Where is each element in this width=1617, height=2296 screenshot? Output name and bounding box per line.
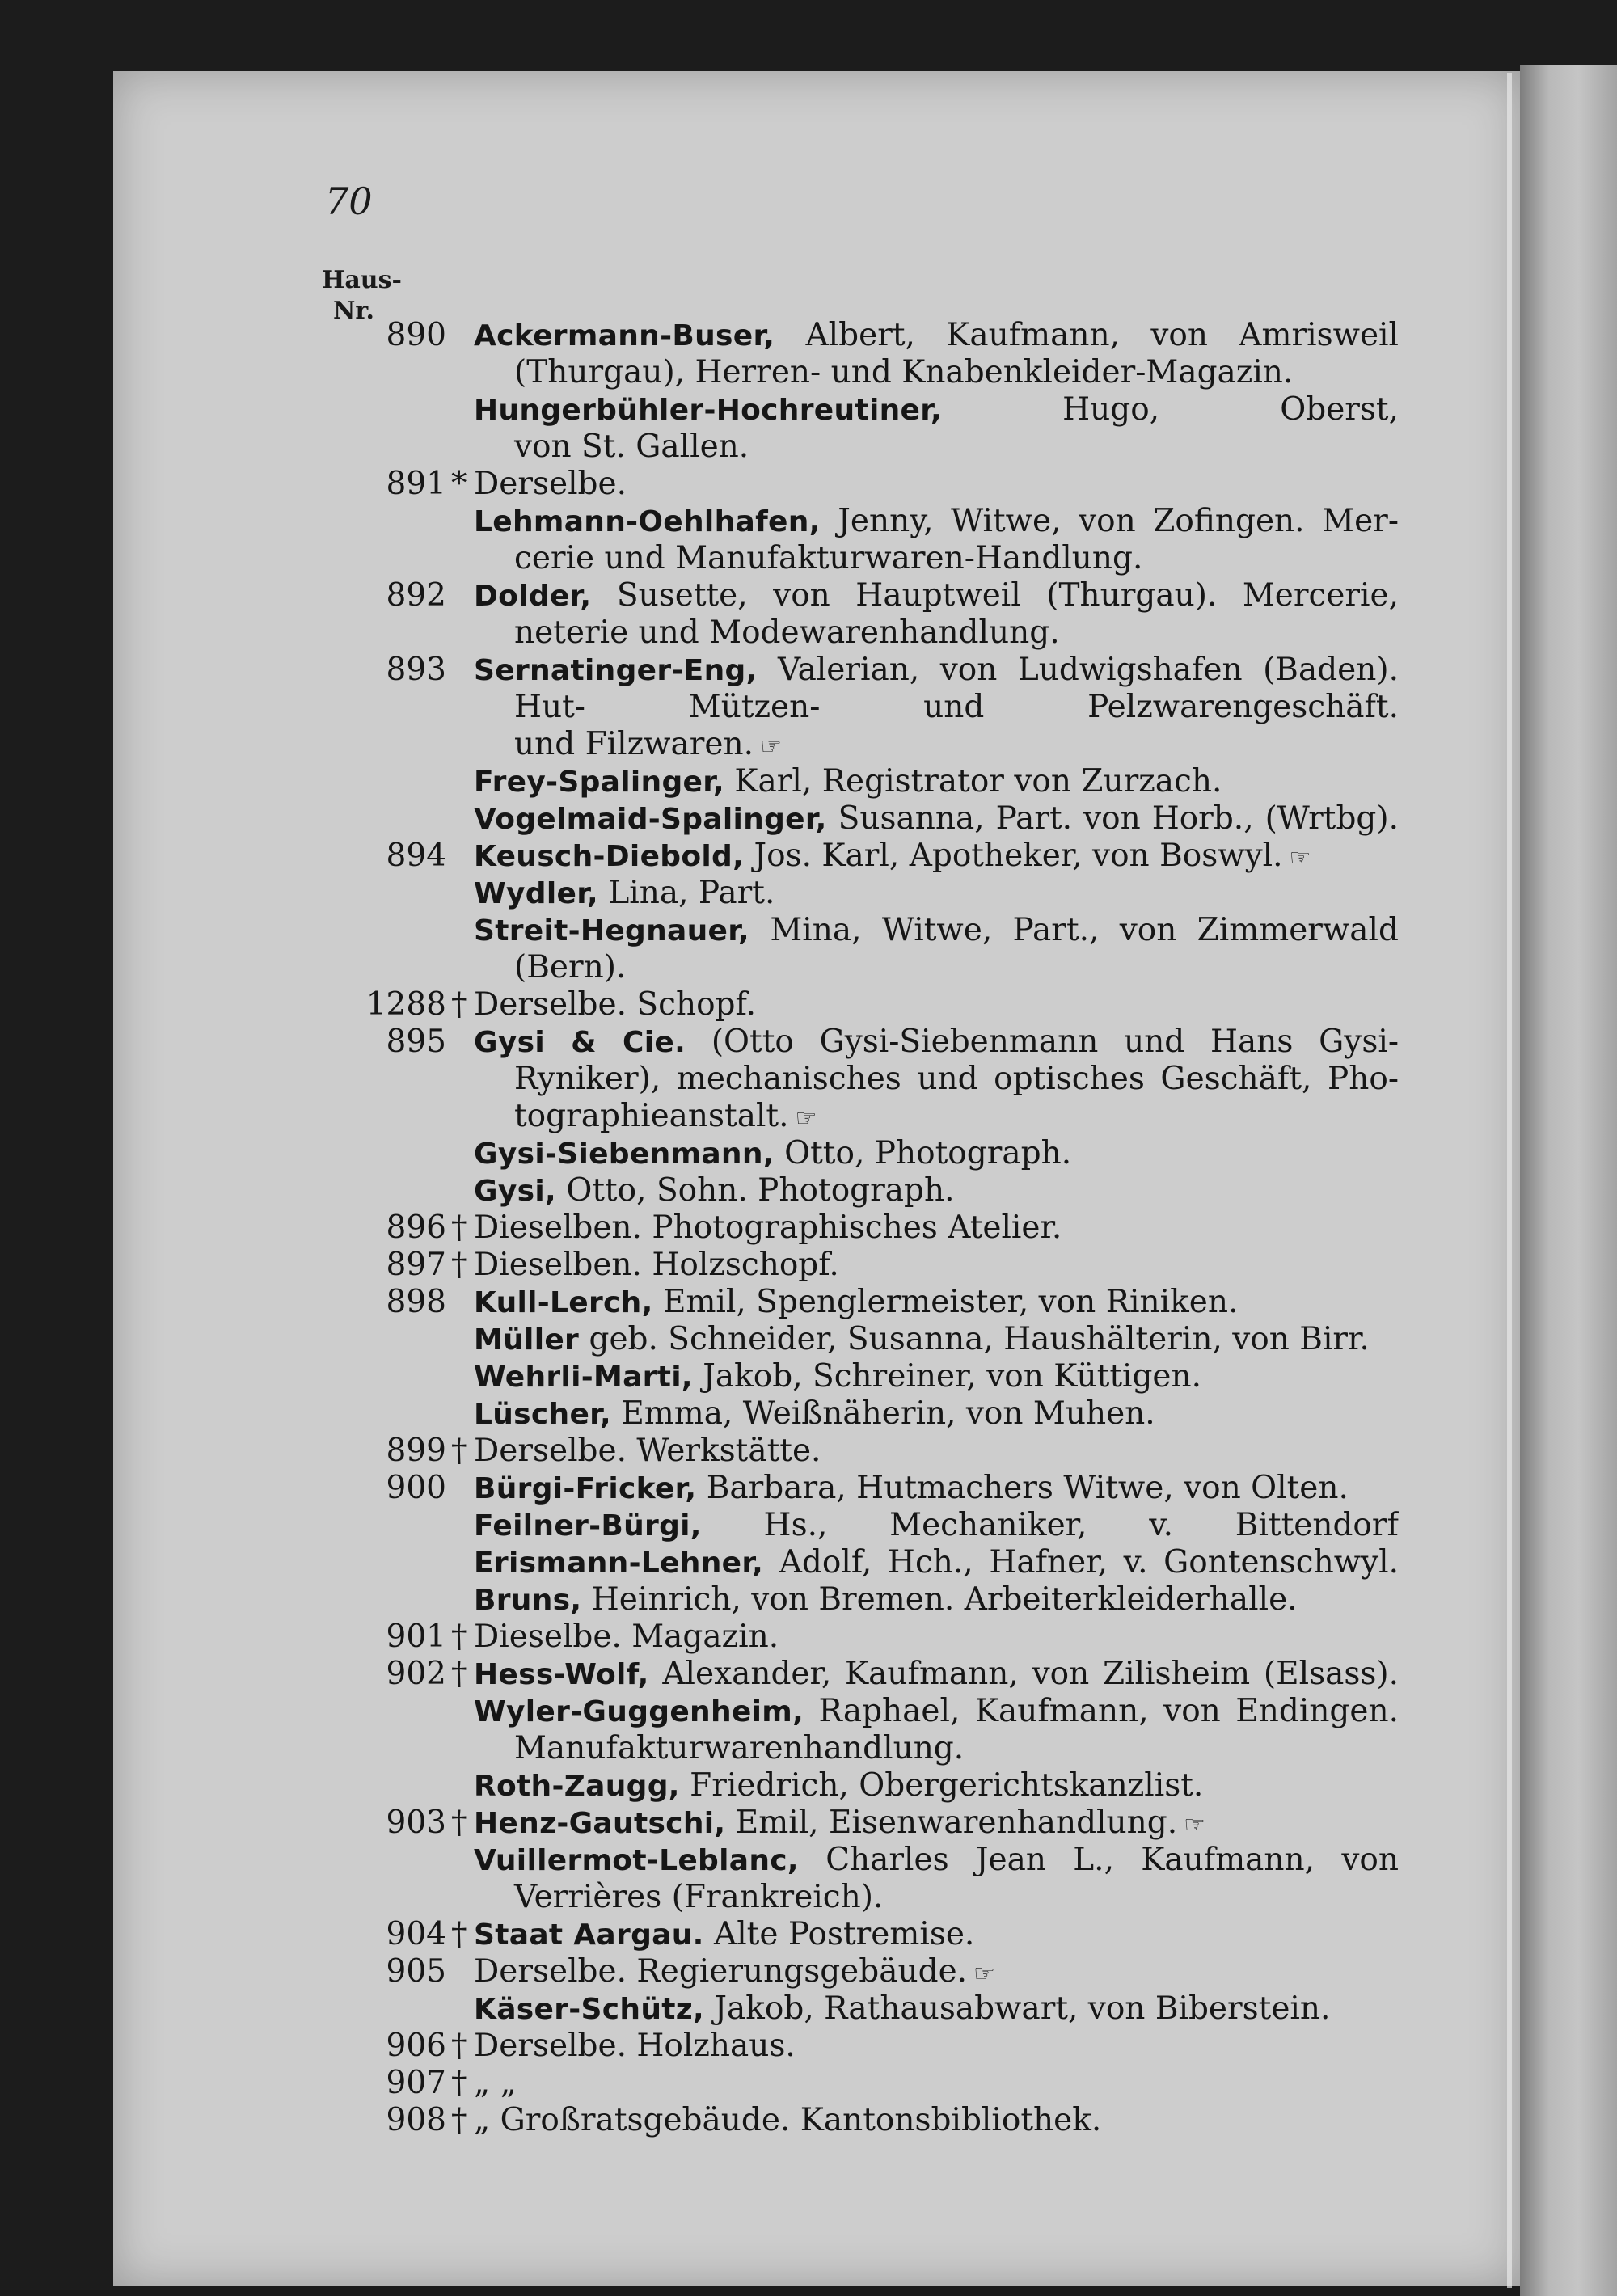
- house-number: [299, 949, 451, 986]
- entry-row: [299, 1581, 1399, 1619]
- entry-marker: [451, 1730, 474, 1767]
- resident-name: Lehmann-Oehlhafen,: [474, 505, 821, 538]
- resident-name: Frey-Spalinger,: [474, 766, 724, 799]
- entry-text: [474, 1767, 1399, 1804]
- entry-text: [474, 689, 1399, 726]
- entry-marker: †: [451, 1209, 467, 1246]
- entry-details: Emma, Weißnäherin, von Muhen.: [610, 1395, 1155, 1432]
- resident-name: Staat Aargau.: [474, 1918, 704, 1952]
- entry-details: Otto, Photograph.: [774, 1135, 1072, 1171]
- entry-row: [299, 1433, 1399, 1470]
- entry-row: [299, 2102, 1399, 2139]
- entry-row: [299, 1135, 1399, 1172]
- column-heading-line-2: Nr.: [333, 297, 374, 325]
- entry-marker: [451, 912, 474, 949]
- resident-name: Gysi-Siebenmann,: [474, 1137, 775, 1171]
- pointing-hand-icon: ☞: [1184, 1811, 1206, 1839]
- entry-marker: [451, 577, 474, 614]
- entry-text: [474, 614, 1399, 652]
- house-number: 906: [386, 2028, 446, 2064]
- entry-marker: †: [451, 1916, 467, 1952]
- house-number: [299, 1767, 451, 1804]
- entry-row: [299, 1358, 1399, 1395]
- resident-name: Bürgi-Fricker,: [474, 1472, 697, 1505]
- resident-name: Henz-Gautschi,: [474, 1807, 726, 1840]
- house-number: 905: [386, 1953, 446, 1990]
- entry-marker: [451, 763, 474, 800]
- entry-details: Heinrich, von Bremen. Arbeiterkleiderhalle.: [581, 1581, 1298, 1618]
- entry-text: [474, 1135, 1399, 1172]
- entry-details: geb. Schneider, Susanna, Haushälterin, von Birr.: [579, 1321, 1370, 1357]
- resident-name: Käser-Schütz,: [474, 1993, 704, 2026]
- entry-row: [299, 1656, 1399, 1693]
- house-number: [299, 391, 451, 428]
- entry-marker: [451, 354, 474, 391]
- entry-row: [299, 1470, 1399, 1507]
- entry-text: [474, 1395, 1399, 1433]
- entry-marker: [451, 1953, 474, 1990]
- entry-details: „ „: [474, 2065, 517, 2101]
- page-edge-highlight: [1507, 73, 1512, 2288]
- entry-marker: [451, 838, 474, 875]
- entry-text: [474, 1879, 1399, 1916]
- entry-details: Manufakturwarenhandlung.: [514, 1730, 965, 1766]
- entry-text: [474, 317, 1399, 354]
- entry-marker: *: [451, 466, 467, 502]
- entry-text: [474, 986, 1399, 1023]
- entry-details: Derselbe. Schopf.: [474, 986, 756, 1023]
- house-number: 894: [386, 838, 446, 874]
- entry-continuation: [299, 1098, 1399, 1135]
- entry-text: [474, 1730, 1399, 1767]
- entry-marker: [451, 540, 474, 577]
- resident-name: Müller: [474, 1323, 580, 1357]
- entry-row: [299, 1842, 1399, 1879]
- entry-marker: †: [451, 1804, 467, 1841]
- entry-text: [474, 726, 1399, 763]
- pointing-hand-icon: ☞: [973, 1960, 995, 1988]
- entry-row: [299, 1693, 1399, 1730]
- house-number: [299, 726, 451, 763]
- resident-name: Feilner-Bürgi,: [474, 1509, 702, 1543]
- entry-details: neterie und Modewarenhandlung.: [514, 614, 1060, 651]
- entry-text: [474, 1284, 1399, 1321]
- house-number: [299, 503, 451, 540]
- entry-marker: [451, 652, 474, 689]
- entry-details: Hs., Mechaniker, v. Bittendorf: [763, 1507, 1399, 1543]
- house-number: 902: [386, 1656, 446, 1692]
- house-number: 899: [386, 1433, 446, 1469]
- house-number: [299, 1358, 451, 1395]
- house-number: [299, 1693, 451, 1730]
- house-number: 891: [386, 466, 446, 502]
- entry-details: (Otto Gysi-Siebenmann und Hans Gysi-: [686, 1023, 1399, 1060]
- pointing-hand-icon: ☞: [760, 732, 782, 761]
- entry-text: [474, 838, 1399, 875]
- entry-text: [474, 1358, 1399, 1395]
- entry-details: Jakob, Rathausabwart, von Biberstein.: [704, 1990, 1331, 2027]
- entry-marker: [451, 1507, 474, 1544]
- house-number: 896: [386, 1209, 446, 1246]
- entry-details: Derselbe. Werkstätte.: [474, 1433, 821, 1469]
- entry-details: tographieanstalt.: [514, 1098, 789, 1134]
- entry-row: [299, 838, 1399, 875]
- entry-row: [299, 1804, 1399, 1842]
- entry-details: Albert, Kaufmann, von Amrisweil: [775, 317, 1399, 353]
- entry-marker: [451, 1321, 474, 1358]
- entry-row: [299, 1023, 1399, 1061]
- entry-details: Hugo, Oberst,: [1062, 391, 1399, 428]
- entry-text: [474, 1693, 1399, 1730]
- house-number: 897: [386, 1247, 446, 1283]
- house-number: [299, 912, 451, 949]
- house-number: [299, 800, 451, 838]
- entry-text: [474, 1172, 1399, 1209]
- entry-text: [474, 503, 1399, 540]
- entry-text: [474, 1061, 1399, 1098]
- entry-row: [299, 1619, 1399, 1656]
- house-number: [299, 428, 451, 466]
- entry-details: Susette, von Hauptweil (Thurgau). Mercerie,: [616, 577, 1399, 614]
- entry-text: [474, 354, 1399, 391]
- directory-listing: [299, 317, 1399, 2139]
- entry-row: [299, 1172, 1399, 1209]
- entry-marker: [451, 614, 474, 652]
- adjacent-page-edge: [1520, 65, 1617, 2296]
- entry-row: [299, 317, 1399, 354]
- entry-details: (Bern).: [514, 949, 627, 986]
- entry-marker: [451, 1990, 474, 2028]
- resident-name: Wydler,: [474, 877, 598, 910]
- pointing-hand-icon: ☞: [1289, 844, 1311, 872]
- entry-details: Friedrich, Obergerichtskanzlist.: [679, 1767, 1204, 1804]
- entry-details: Derselbe. Regierungsgebäude.: [474, 1953, 968, 1990]
- house-number: [299, 1395, 451, 1433]
- resident-name: Ackermann-Buser,: [474, 319, 775, 352]
- entry-details: (Thurgau), Herren- und Knabenkleider-Magazin.: [514, 354, 1294, 390]
- entry-text: [474, 2065, 1399, 2102]
- house-number: [299, 1990, 451, 2028]
- entry-text: [474, 1619, 1399, 1656]
- entry-marker: [451, 1172, 474, 1209]
- entry-marker: [451, 1544, 474, 1581]
- entry-details: Jakob, Schreiner, von Küttigen.: [692, 1358, 1202, 1395]
- entry-details: Alexander, Kaufmann, von Zilisheim (Elsass).: [648, 1656, 1399, 1692]
- entry-details: „ Großratsgebäude. Kantonsbibliothek.: [474, 2102, 1102, 2138]
- resident-name: Gysi,: [474, 1175, 556, 1208]
- entry-continuation: [299, 1730, 1399, 1767]
- entry-marker: †: [451, 1247, 467, 1283]
- entry-text: [474, 1098, 1399, 1135]
- entry-marker: [451, 1358, 474, 1395]
- entry-marker: [451, 1395, 474, 1433]
- house-number: [299, 1581, 451, 1619]
- entry-row: [299, 1990, 1399, 2028]
- entry-text: [474, 428, 1399, 466]
- entry-row: [299, 1544, 1399, 1581]
- entry-details: Derselbe.: [474, 466, 627, 502]
- entry-row: [299, 1284, 1399, 1321]
- entry-details: Verrières (Frankreich).: [514, 1879, 884, 1915]
- entry-details: Valerian, von Ludwigshafen (Baden).: [757, 652, 1399, 688]
- entry-marker: [451, 949, 474, 986]
- house-number: 903: [386, 1804, 446, 1841]
- entry-details: Raphael, Kaufmann, von Endingen.: [804, 1693, 1399, 1729]
- entry-marker: [451, 1581, 474, 1619]
- entry-row: [299, 986, 1399, 1023]
- entry-marker: [451, 800, 474, 838]
- resident-name: Wyler-Guggenheim,: [474, 1695, 804, 1728]
- entry-details: Susanna, Part. von Horb., (Wrtbg).: [826, 800, 1399, 837]
- pointing-hand-icon: ☞: [795, 1104, 817, 1133]
- entry-row: [299, 652, 1399, 689]
- entry-text: [474, 1470, 1399, 1507]
- entry-details: Karl, Registrator von Zurzach.: [724, 763, 1222, 800]
- entry-text: [474, 1321, 1399, 1358]
- entry-row: [299, 1247, 1399, 1284]
- entry-row: [299, 1209, 1399, 1247]
- entry-details: und Filzwaren.: [514, 726, 754, 762]
- resident-name: Kull-Lerch,: [474, 1286, 653, 1319]
- entry-text: [474, 949, 1399, 986]
- entry-row: [299, 466, 1399, 503]
- house-number: 898: [386, 1284, 446, 1320]
- house-number: [299, 1879, 451, 1916]
- entry-marker: [451, 1098, 474, 1135]
- entry-row: [299, 763, 1399, 800]
- entry-text: [474, 912, 1399, 949]
- entry-details: Dieselben. Photographisches Atelier.: [474, 1209, 1062, 1246]
- entry-details: Lina, Part.: [597, 875, 775, 911]
- house-number: 893: [386, 652, 446, 688]
- entry-row: [299, 1395, 1399, 1433]
- house-number: [299, 1842, 451, 1879]
- entry-text: [474, 1953, 1399, 1990]
- entry-text: [474, 763, 1399, 800]
- resident-name: Bruns,: [474, 1584, 582, 1617]
- entry-marker: [451, 1135, 474, 1172]
- resident-name: Lüscher,: [474, 1398, 611, 1431]
- entry-continuation: [299, 614, 1399, 652]
- entry-row: [299, 503, 1399, 540]
- entry-marker: [451, 503, 474, 540]
- entry-marker: †: [451, 1433, 467, 1469]
- page-number: 70: [325, 179, 373, 223]
- entry-marker: [451, 428, 474, 466]
- entry-marker: [451, 1284, 474, 1321]
- entry-row: [299, 1767, 1399, 1804]
- entry-text: [474, 1804, 1399, 1842]
- resident-name: Sernatinger-Eng,: [474, 654, 758, 687]
- entry-continuation: [299, 540, 1399, 577]
- house-number: [299, 1172, 451, 1209]
- entry-text: [474, 1247, 1399, 1284]
- entry-text: [474, 2102, 1399, 2139]
- entry-continuation: [299, 689, 1399, 726]
- house-number: 900: [386, 1470, 446, 1506]
- entry-marker: [451, 1842, 474, 1879]
- entry-text: [474, 1544, 1399, 1581]
- entry-details: Otto, Sohn. Photograph.: [555, 1172, 955, 1209]
- entry-details: Derselbe. Holzhaus.: [474, 2028, 796, 2064]
- resident-name: Dolder,: [474, 580, 592, 613]
- entry-text: [474, 1656, 1399, 1693]
- resident-name: Gysi & Cie.: [474, 1026, 686, 1059]
- entry-marker: [451, 1693, 474, 1730]
- house-number: [299, 1507, 451, 1544]
- entry-marker: [451, 689, 474, 726]
- entry-details: Mina, Witwe, Part., von Zimmerwald: [749, 912, 1399, 948]
- entry-row: [299, 1916, 1399, 1953]
- resident-name: Streit-Hegnauer,: [474, 914, 750, 948]
- entry-marker: †: [451, 1656, 467, 1692]
- entry-text: [474, 577, 1399, 614]
- house-number: 908: [386, 2102, 446, 2138]
- house-number: 890: [386, 317, 446, 353]
- entry-row: [299, 800, 1399, 838]
- entry-text: [474, 1209, 1399, 1247]
- entry-marker: [451, 1061, 474, 1098]
- entry-row: [299, 577, 1399, 614]
- entry-text: [474, 2028, 1399, 2065]
- entry-details: Hut- Mützen- und Pelzwarengeschäft.: [514, 689, 1399, 725]
- resident-name: Vogelmaid-Spalinger,: [474, 803, 827, 836]
- entry-marker: †: [451, 2028, 467, 2064]
- entry-details: Dieselbe. Magazin.: [474, 1619, 779, 1655]
- entry-text: [474, 1916, 1399, 1953]
- house-number: 904: [386, 1916, 446, 1952]
- entry-text: [474, 1581, 1399, 1619]
- entry-marker: †: [451, 986, 467, 1023]
- entry-marker: [451, 1879, 474, 1916]
- entry-row: [299, 875, 1399, 912]
- house-number: [299, 1098, 451, 1135]
- house-number: [299, 689, 451, 726]
- entry-text: [474, 875, 1399, 912]
- entry-text: [474, 800, 1399, 838]
- entry-text: [474, 1433, 1399, 1470]
- entry-details: cerie und Manufakturwaren-Handlung.: [514, 540, 1143, 576]
- entry-marker: [451, 1767, 474, 1804]
- entry-text: [474, 1842, 1399, 1879]
- entry-details: von St. Gallen.: [514, 428, 749, 465]
- entry-continuation: [299, 428, 1399, 466]
- resident-name: Hungerbühler-Hochreutiner,: [474, 394, 942, 427]
- entry-row: [299, 1953, 1399, 1990]
- house-number: 901: [386, 1619, 446, 1655]
- resident-name: Erismann-Lehner,: [474, 1547, 764, 1580]
- entry-details: Alte Postremise.: [703, 1916, 975, 1952]
- house-number: [299, 763, 451, 800]
- entry-row: [299, 1507, 1399, 1544]
- resident-name: Wehrli-Marti,: [474, 1361, 693, 1394]
- house-number: 895: [386, 1023, 446, 1060]
- entry-marker: †: [451, 2102, 467, 2138]
- house-number: [299, 1135, 451, 1172]
- entry-details: Emil, Spenglermeister, von Riniken.: [652, 1284, 1239, 1320]
- entry-text: [474, 466, 1399, 503]
- resident-name: Keusch-Diebold,: [474, 840, 745, 873]
- resident-name: Roth-Zaugg,: [474, 1770, 680, 1803]
- entry-text: [474, 1990, 1399, 2028]
- house-number: [299, 614, 451, 652]
- entry-row: [299, 1321, 1399, 1358]
- entry-marker: [451, 726, 474, 763]
- entry-marker: [451, 875, 474, 912]
- entry-continuation: [299, 1061, 1399, 1098]
- house-number: [299, 1544, 451, 1581]
- entry-text: [474, 1507, 1399, 1544]
- entry-details: Charles Jean L., Kaufmann, von: [798, 1842, 1399, 1878]
- house-number: [299, 875, 451, 912]
- entry-marker: †: [451, 2065, 467, 2101]
- house-number: [299, 1730, 451, 1767]
- entry-marker: [451, 1470, 474, 1507]
- entry-continuation: [299, 726, 1399, 763]
- entry-marker: [451, 391, 474, 428]
- entry-text: [474, 1023, 1399, 1061]
- entry-marker: [451, 1023, 474, 1061]
- entry-continuation: [299, 949, 1399, 986]
- entry-details: Adolf, Hch., Hafner, v. Gontenschwyl.: [763, 1544, 1399, 1581]
- resident-name: Vuillermot-Leblanc,: [474, 1844, 799, 1877]
- entry-row: [299, 912, 1399, 949]
- house-number: [299, 540, 451, 577]
- house-number: [299, 1321, 451, 1358]
- entry-text: [474, 540, 1399, 577]
- entry-row: [299, 391, 1399, 428]
- entry-details: Barbara, Hutmachers Witwe, von Olten.: [696, 1470, 1349, 1506]
- entry-marker: †: [451, 1619, 467, 1655]
- entry-details: Emil, Eisenwarenhandlung.: [725, 1804, 1178, 1841]
- entry-details: Ryniker), mechanisches und optisches Geschäft, Pho-: [514, 1061, 1399, 1097]
- entry-continuation: [299, 354, 1399, 391]
- entry-details: Jenny, Witwe, von Zofingen. Mer-: [820, 503, 1399, 539]
- entry-text: [474, 652, 1399, 689]
- entry-details: Jos. Karl, Apotheker, von Boswyl.: [744, 838, 1283, 874]
- column-heading-line-1: Haus-: [322, 266, 402, 294]
- house-number: [299, 354, 451, 391]
- entry-continuation: [299, 1879, 1399, 1916]
- resident-name: Hess-Wolf,: [474, 1658, 649, 1691]
- house-number: 907: [386, 2065, 446, 2101]
- house-number: 892: [386, 577, 446, 614]
- entry-row: [299, 2065, 1399, 2102]
- entry-text: [474, 391, 1399, 428]
- house-number: 1288: [365, 986, 446, 1023]
- house-number: [299, 1061, 451, 1098]
- entry-row: [299, 2028, 1399, 2065]
- entry-marker: [451, 317, 474, 354]
- entry-details: Dieselben. Holzschopf.: [474, 1247, 839, 1283]
